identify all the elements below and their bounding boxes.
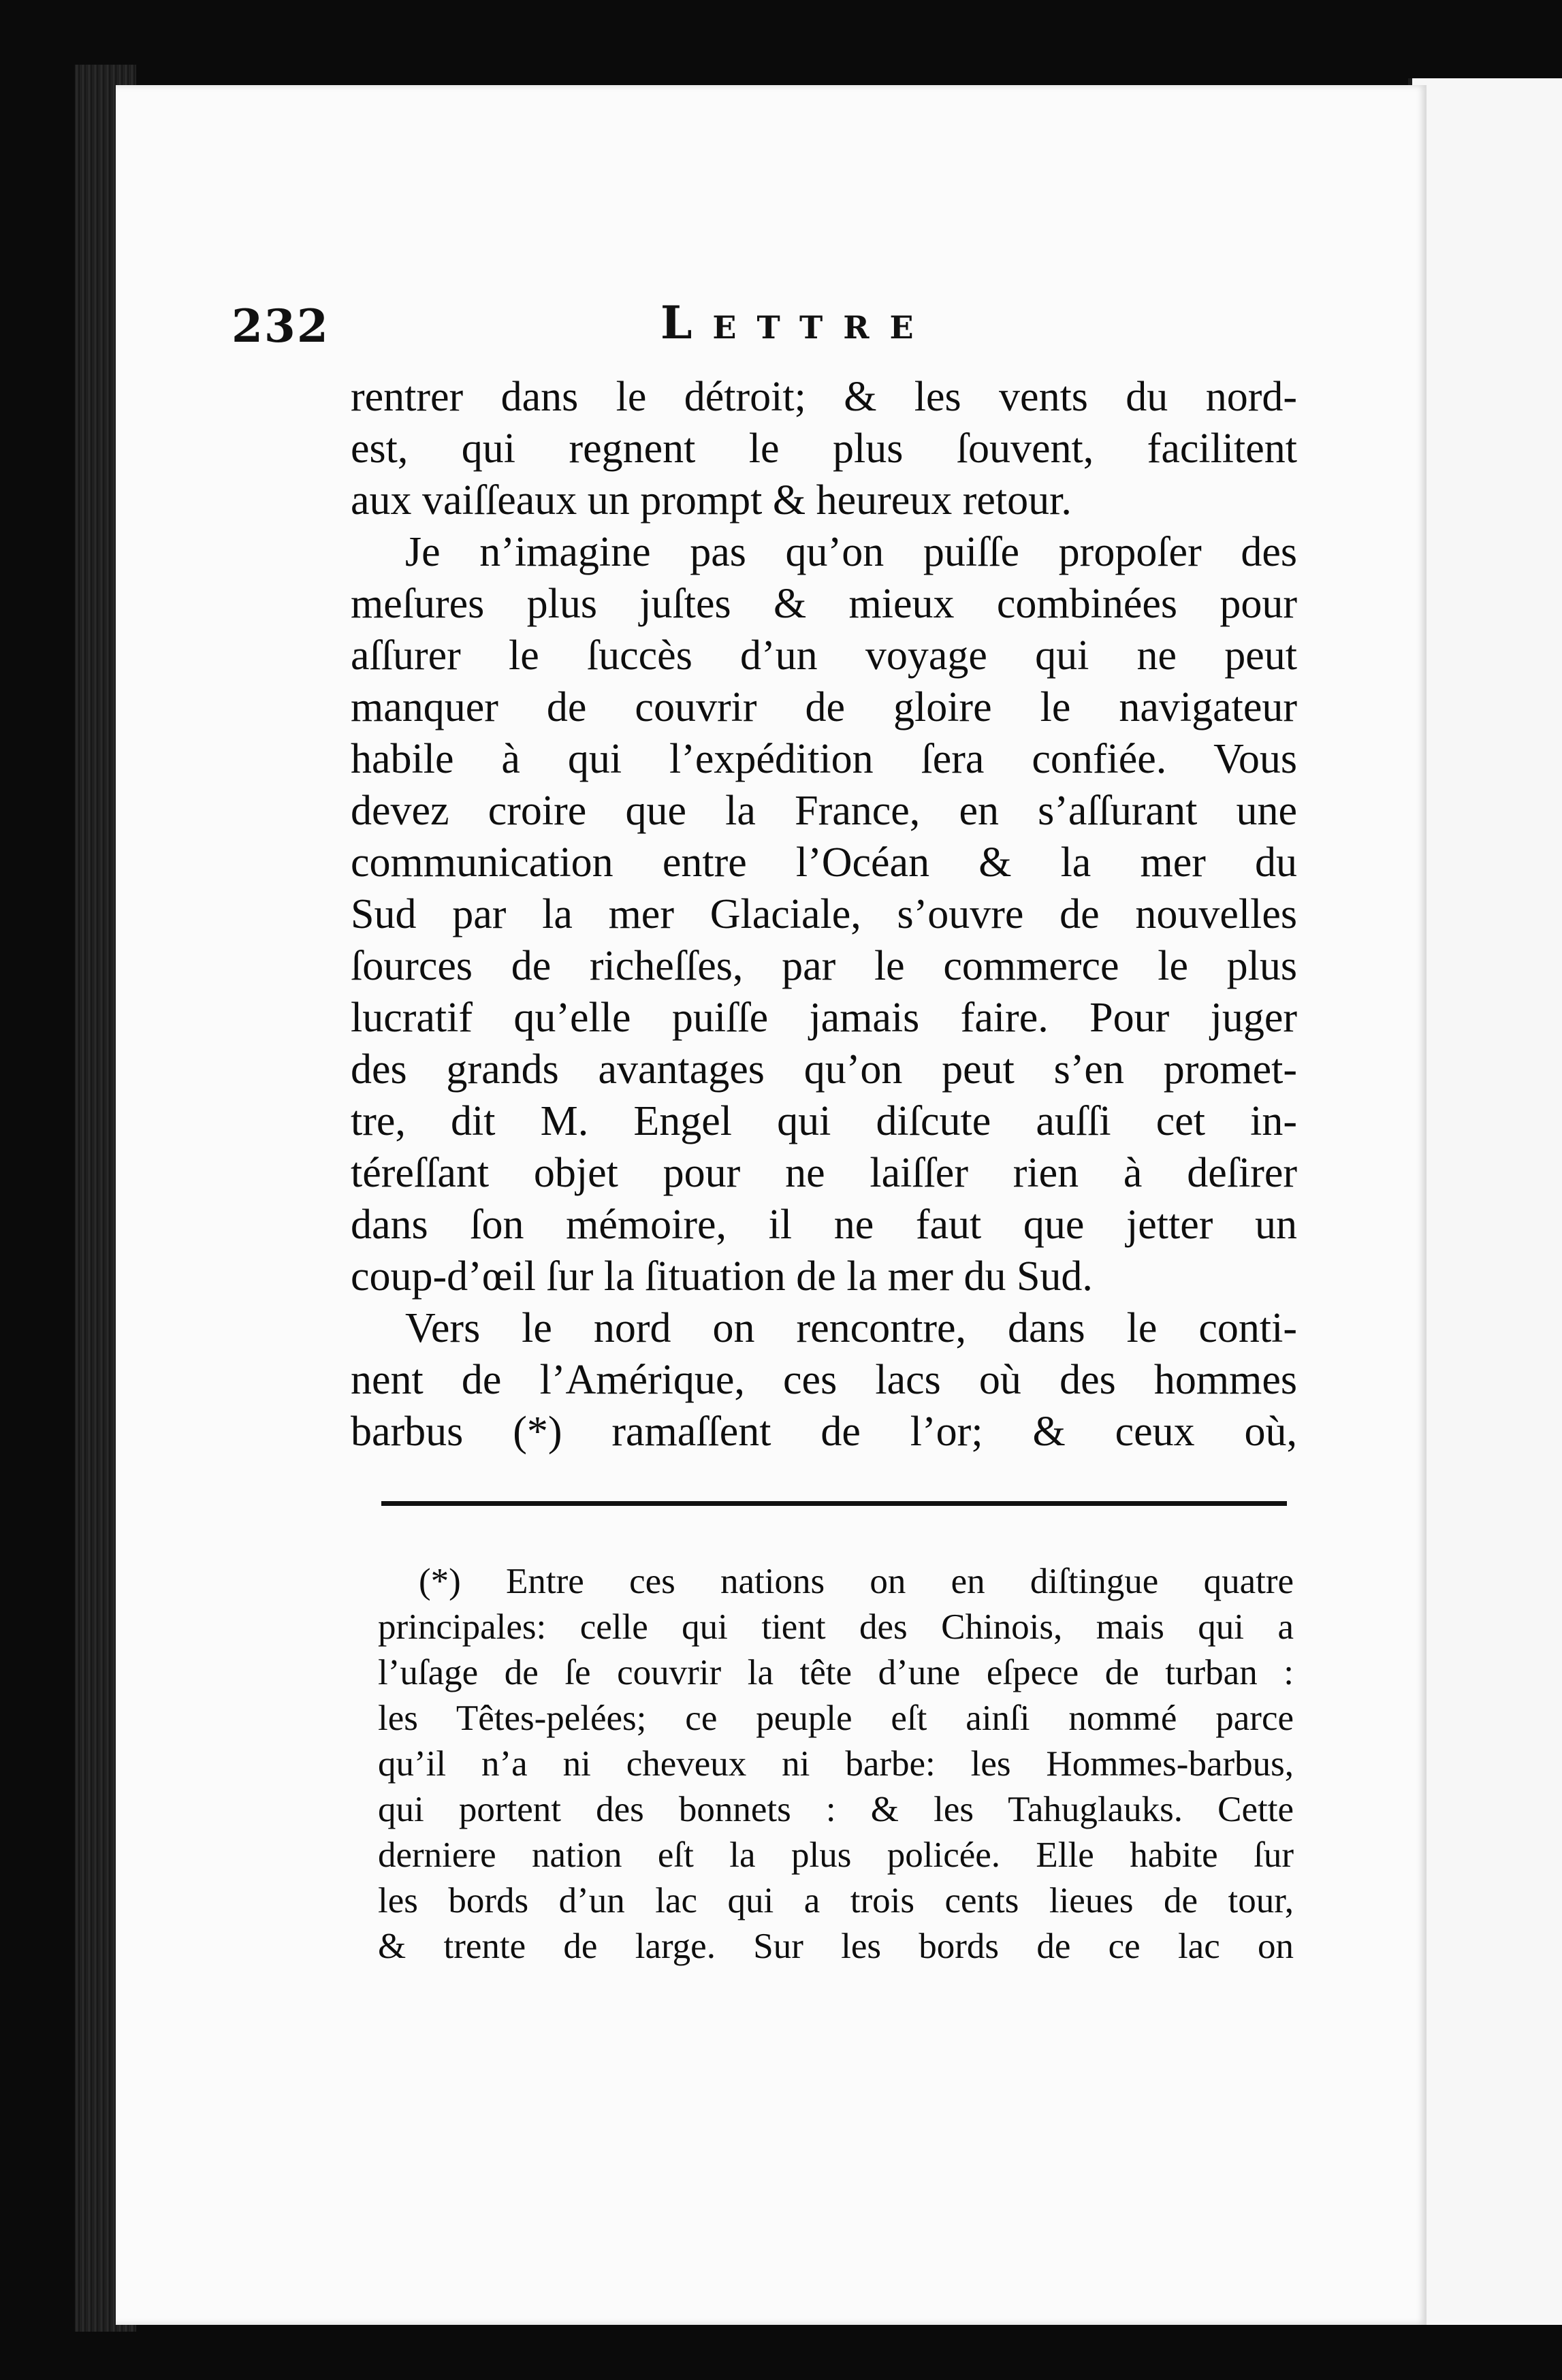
- text-line: téreſſant objet pour ne laiſſer rien à deſirer: [351, 1150, 1297, 1196]
- text-line: lucratif qu’elle puiſſe jamais faire. Pour juger: [351, 995, 1297, 1041]
- page-number: 232: [232, 300, 330, 353]
- footnote-line: (*) Entre ces nations on en diſtingue quatre: [419, 1562, 1294, 1601]
- footnote-line: principales: celle qui tient des Chinois, mais qui a: [378, 1607, 1294, 1647]
- footnote-line: les Têtes-pelées; ce peuple eſt ainſi nommé parce: [378, 1699, 1294, 1738]
- main-text: [351, 371, 1297, 1458]
- text-line: Sud par la mer Glaciale, s’ouvre de nouvelles: [351, 891, 1297, 937]
- text-line: barbus (*) ramaſſent de l’or; & ceux où,: [351, 1409, 1297, 1455]
- footnote-line: derniere nation eſt la plus policée. Elle habite ſur: [378, 1835, 1294, 1875]
- text-line: est, qui regnent le plus ſouvent, facilitent: [351, 425, 1297, 472]
- text-line: tre, dit M. Engel qui diſcute auſſi cet in-: [351, 1098, 1297, 1144]
- text-line: ſources de richeſſes, par le commerce le plus: [351, 943, 1297, 989]
- footnote-line: & trente de large. Sur les bords de ce lac on: [378, 1927, 1294, 1966]
- footnote-line: les bords d’un lac qui a trois cents lieues de tour,: [378, 1881, 1294, 1920]
- facing-page-edge: [1408, 78, 1562, 2325]
- footnote-rule: [381, 1501, 1287, 1506]
- running-title: Lettre: [660, 296, 934, 349]
- text-line: aſſurer le ſuccès d’un voyage qui ne peut: [351, 632, 1297, 679]
- text-line: Je n’imagine pas qu’on puiſſe propoſer des: [405, 529, 1297, 575]
- text-line: devez croire que la France, en s’aſſurant une: [351, 788, 1297, 834]
- text-line: manquer de couvrir de gloire le navigateur: [351, 684, 1297, 730]
- text-line: dans ſon mémoire, il ne faut que jetter un: [351, 1202, 1297, 1248]
- text-line: nent de l’Amérique, ces lacs où des hommes: [351, 1357, 1297, 1403]
- text-line: rentrer dans le détroit; & les vents du nord-: [351, 374, 1297, 420]
- text-line: aux vaiſſeaux un prompt & heureux retour.: [351, 477, 1072, 524]
- running-head: [232, 286, 953, 361]
- footnote: [378, 1559, 1294, 1969]
- text-line: Vers le nord on rencontre, dans le conti-: [405, 1305, 1297, 1351]
- footnote-line: qui portent des bonnets : & les Tahuglauks. Cette: [378, 1790, 1294, 1829]
- text-line: des grands avantages qu’on peut s’en promet-: [351, 1046, 1297, 1093]
- text-line: habile à qui l’expédition ſera confiée. Vous: [351, 736, 1297, 782]
- text-line: coup-d’œil ſur la ſituation de la mer du Sud.: [351, 1253, 1093, 1300]
- text-line: meſures plus juſtes & mieux combinées pour: [351, 581, 1297, 627]
- footnote-line: qu’il n’a ni cheveux ni barbe: les Hommes-barbus,: [378, 1744, 1294, 1784]
- text-line: communication entre l’Océan & la mer du: [351, 839, 1297, 886]
- footnote-line: l’uſage de ſe couvrir la tête d’une eſpece de turban :: [378, 1653, 1294, 1692]
